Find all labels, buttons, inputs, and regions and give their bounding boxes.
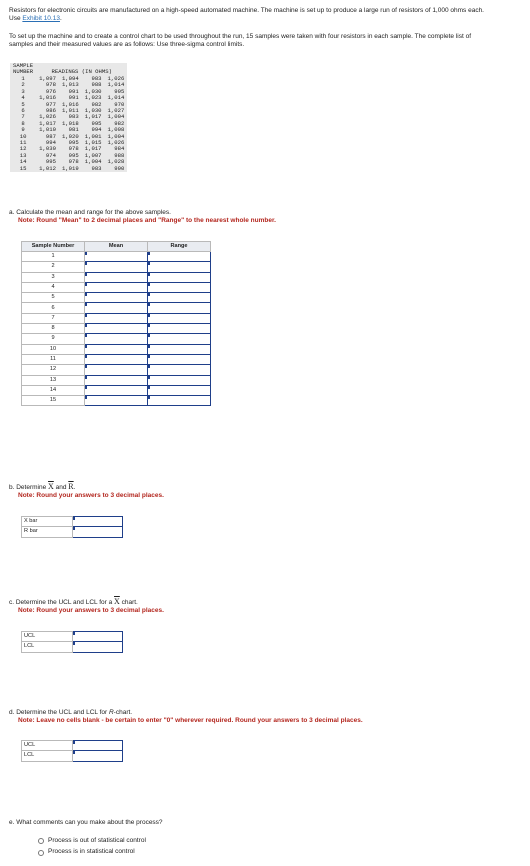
reading-value: 991: [68, 94, 79, 102]
answer-row: [22, 385, 211, 395]
header-readings: READINGS (IN OHMS): [51, 68, 112, 76]
part-d-suffix: -chart.: [113, 709, 133, 716]
sample-number: 2: [21, 81, 25, 89]
part-e-question: e. What comments can you make about the process?: [9, 819, 163, 826]
mean-input[interactable]: [85, 334, 148, 344]
part-c-suffix: chart.: [119, 599, 138, 606]
header-mean: Mean: [85, 242, 148, 252]
mean-input[interactable]: [85, 282, 148, 292]
part-b-suffix: .: [73, 484, 76, 491]
reading-value: 983: [91, 74, 102, 82]
answer-sample-number: 5: [22, 293, 85, 303]
reading-value: 994: [91, 126, 102, 134]
reading-value: 988: [114, 151, 125, 159]
part-a-question: a. Calculate the mean and range for the above samples.: [9, 209, 171, 216]
sample-number: 3: [21, 87, 25, 95]
reading-value: 1,011: [61, 106, 79, 114]
reading-value: 1,014: [107, 94, 125, 102]
part-a: [9, 209, 276, 226]
reading-value: 984: [114, 145, 125, 153]
range-input[interactable]: [148, 262, 211, 272]
intro-paragraph-1: [9, 7, 489, 24]
part-e: [9, 819, 163, 827]
answer-sample-number: 15: [22, 396, 85, 406]
xbar-input[interactable]: [73, 517, 123, 527]
part-c-note: Note: Round your answers to 3 decimal places.: [18, 607, 164, 615]
reading-value: 1,010: [39, 126, 56, 134]
r-bar-symbol: $\overline{R}$: [68, 482, 74, 491]
option-out-of-control-label: Process is out of statistical control: [48, 837, 146, 844]
reading-value: 1,001: [84, 132, 102, 140]
header-sample: SAMPLE: [13, 62, 34, 69]
answer-row: [22, 272, 211, 282]
range-input[interactable]: [148, 385, 211, 395]
answer-sample-number: 7: [22, 313, 85, 323]
range-input[interactable]: [148, 334, 211, 344]
mean-input[interactable]: [85, 272, 148, 282]
reading-value: 1,026: [107, 74, 125, 82]
reading-value: 974: [45, 151, 56, 159]
part-c-table-wrapper: [21, 631, 123, 653]
part-a-note: Note: Round "Mean" to 2 decimal places and "Range" to the nearest whole number.: [18, 217, 276, 225]
rbar-input[interactable]: [73, 527, 123, 537]
range-input[interactable]: [148, 303, 211, 313]
reading-value: 986: [45, 106, 56, 114]
answer-sample-number: 3: [22, 272, 85, 282]
sample-number: 9: [21, 126, 25, 134]
mean-input[interactable]: [85, 396, 148, 406]
answer-row: [22, 324, 211, 334]
reading-value: 995: [68, 139, 79, 147]
part-b-question-text: b. Determine: [9, 484, 49, 491]
answer-sample-number: 12: [22, 365, 85, 375]
header-sample-number: Sample Number: [22, 242, 85, 252]
reading-value: 977: [45, 100, 56, 108]
part-c-question-text: c. Determine the UCL and LCL for a: [9, 599, 115, 606]
mean-input[interactable]: [85, 344, 148, 354]
part-a-table-wrapper: [21, 241, 211, 406]
answer-row: [22, 282, 211, 292]
reading-value: 982: [114, 119, 125, 127]
answer-row: [22, 396, 211, 406]
reading-value: 1,004: [107, 132, 125, 140]
range-input[interactable]: [148, 272, 211, 282]
reading-value: 1,018: [61, 119, 79, 127]
header-number: NUMBER: [13, 68, 34, 76]
reading-value: 1,097: [39, 74, 56, 82]
answer-row: [22, 354, 211, 364]
part-d-question: [9, 709, 363, 717]
xbar-limits-table: [21, 631, 123, 653]
rbar-label: R bar: [22, 527, 73, 537]
reading-value: 1,017: [84, 113, 102, 121]
process-options: [38, 837, 146, 857]
r-limits-table: [21, 740, 123, 762]
sample-number: 1: [21, 74, 25, 82]
range-input[interactable]: [148, 375, 211, 385]
intro-text-end: .: [59, 15, 62, 23]
reading-value: 1,004: [84, 158, 102, 166]
r-ucl-label: UCL: [22, 741, 73, 751]
reading-value: 1,027: [107, 106, 125, 114]
xbar-rbar-table: [21, 516, 123, 538]
range-input[interactable]: [148, 293, 211, 303]
answer-sample-number: 8: [22, 324, 85, 334]
reading-value: 978: [68, 158, 79, 166]
reading-value: 1,013: [61, 81, 79, 89]
answer-row: [22, 365, 211, 375]
xbar-lcl-label: LCL: [22, 642, 73, 652]
reading-value: 1,007: [84, 151, 102, 159]
part-d-question-text: d. Determine the UCL and LCL for: [9, 709, 109, 716]
reading-value: 981: [68, 126, 79, 134]
option-in-control-label: Process is in statistical control: [48, 848, 135, 856]
intro: [9, 7, 489, 50]
readings-table: [10, 63, 127, 172]
xbar-lcl-input[interactable]: [73, 642, 123, 652]
reading-value: 1,004: [107, 113, 125, 121]
sample-number: 5: [21, 100, 25, 108]
sample-number: 6: [21, 106, 25, 114]
answer-sample-number: 4: [22, 282, 85, 292]
reading-value: 1,028: [107, 158, 125, 166]
range-input[interactable]: [148, 282, 211, 292]
reading-value: 1,016: [61, 100, 79, 108]
reading-value: 987: [45, 132, 56, 140]
x-bar-symbol: $\overline{X}$: [114, 597, 120, 606]
range-input[interactable]: [148, 365, 211, 375]
answer-row: [22, 344, 211, 354]
reading-value: 995: [45, 158, 56, 166]
answer-sample-number: 9: [22, 334, 85, 344]
answer-sample-number: 14: [22, 385, 85, 395]
reading-value: 995: [91, 119, 102, 127]
reading-value: 983: [68, 113, 79, 121]
reading-value: 1,026: [39, 113, 56, 121]
xbar-ucl-label: UCL: [22, 632, 73, 642]
mean-input[interactable]: [85, 375, 148, 385]
reading-value: 976: [45, 87, 56, 95]
radio-out-of-control[interactable]: [38, 838, 44, 844]
answer-row: [22, 252, 211, 262]
sample-number: 4: [21, 94, 25, 102]
reading-value: 982: [91, 100, 102, 108]
r-lcl-label: LCL: [22, 751, 73, 761]
reading-value: 1,017: [84, 145, 102, 153]
sample-number: 7: [21, 113, 25, 121]
sample-number: 10: [19, 132, 27, 140]
radio-in-control[interactable]: [38, 850, 44, 856]
reading-value: 990: [114, 164, 125, 172]
reading-value: 988: [91, 81, 102, 89]
option-out-of-control[interactable]: [38, 837, 146, 845]
answer-sample-number: 13: [22, 375, 85, 385]
part-d-note: Note: Leave no cells blank - be certain to enter "0" wherever required. Round your answers to 3 decimal places.: [18, 717, 363, 725]
mean-range-table: [21, 241, 211, 406]
r-symbol: R: [108, 709, 114, 716]
reading-value: 994: [45, 139, 56, 147]
answer-row: [22, 262, 211, 272]
reading-value: 1,026: [107, 139, 125, 147]
part-d-table-wrapper: [21, 740, 123, 762]
sample-number: 15: [19, 164, 27, 172]
range-input[interactable]: [148, 313, 211, 323]
mean-input[interactable]: [85, 354, 148, 364]
answer-sample-number: 11: [22, 354, 85, 364]
sample-number: 14: [19, 158, 27, 166]
mean-input[interactable]: [85, 303, 148, 313]
part-b-question: [9, 482, 164, 492]
reading-value: 978: [45, 81, 56, 89]
part-b-table-wrapper: [21, 516, 123, 538]
reading-value: 983: [91, 164, 102, 172]
r-lcl-input[interactable]: [73, 751, 123, 761]
reading-value: 1,030: [39, 145, 56, 153]
mean-input[interactable]: [85, 313, 148, 323]
intro-text: Resistors for electronic circuits are manufactured on a high-speed automated machine. The machine is set up to produce a large run of resistors of 1,000 ohms each. Use: [9, 7, 484, 23]
part-b: [9, 482, 164, 501]
sample-number: 12: [19, 145, 27, 153]
mean-input[interactable]: [85, 262, 148, 272]
reading-value: 1,014: [107, 81, 125, 89]
reading-value: 1,015: [84, 139, 102, 147]
x-double-bar-symbol: $\overline{X}$: [48, 482, 54, 491]
sample-number: 11: [19, 139, 27, 147]
header-range: Range: [148, 242, 211, 252]
mean-input[interactable]: [85, 293, 148, 303]
answer-row: [22, 303, 211, 313]
answer-row: [22, 375, 211, 385]
answer-sample-number: 10: [22, 344, 85, 354]
answer-row: [22, 313, 211, 323]
range-input[interactable]: [148, 252, 211, 262]
reading-value: 1,030: [84, 87, 102, 95]
reading-row: [10, 166, 127, 172]
reading-value: 978: [68, 145, 79, 153]
option-in-control[interactable]: [38, 848, 146, 856]
reading-value: 1,020: [61, 132, 79, 140]
reading-value: 1,012: [39, 164, 56, 172]
reading-value: 995: [114, 87, 125, 95]
sample-number: 13: [19, 151, 27, 159]
xbar-label: X bar: [22, 517, 73, 527]
part-b-and: and: [53, 484, 69, 491]
reading-value: 1,017: [39, 119, 56, 127]
readings-table-wrapper: [10, 63, 127, 172]
xbar-ucl-input[interactable]: [73, 632, 123, 642]
part-d: [9, 709, 363, 726]
intro-paragraph-2: To set up the machine and to create a control chart to be used throughout the run, 15 samples were taken with four resistors in each sample. The complete list of samples and their measured values are as follows: Use three-sigma control limits.: [9, 32, 471, 49]
reading-value: 995: [68, 151, 79, 159]
answer-sample-number: 1: [22, 252, 85, 262]
sample-number: 8: [21, 119, 25, 127]
reading-value: 1,019: [61, 164, 79, 172]
range-input[interactable]: [148, 324, 211, 334]
mean-input[interactable]: [85, 252, 148, 262]
range-input[interactable]: [148, 396, 211, 406]
part-c-question: [9, 597, 164, 607]
reading-value: 1,030: [84, 106, 102, 114]
answer-row: [22, 334, 211, 344]
range-input[interactable]: [148, 354, 211, 364]
mean-input[interactable]: [85, 324, 148, 334]
range-input[interactable]: [148, 344, 211, 354]
reading-value: 1,094: [61, 74, 79, 82]
reading-value: 1,016: [39, 94, 56, 102]
r-ucl-input[interactable]: [73, 741, 123, 751]
reading-value: 970: [114, 100, 125, 108]
mean-input[interactable]: [85, 385, 148, 395]
reading-value: 1,023: [84, 94, 102, 102]
answer-row: [22, 293, 211, 303]
answer-sample-number: 2: [22, 262, 85, 272]
mean-input[interactable]: [85, 365, 148, 375]
part-b-note: Note: Round your answers to 3 decimal places.: [18, 492, 164, 500]
answer-sample-number: 6: [22, 303, 85, 313]
reading-value: 1,008: [107, 126, 125, 134]
reading-value: 991: [68, 87, 79, 95]
exhibit-link[interactable]: Exhibit 10.13: [22, 15, 60, 23]
part-c: [9, 597, 164, 616]
